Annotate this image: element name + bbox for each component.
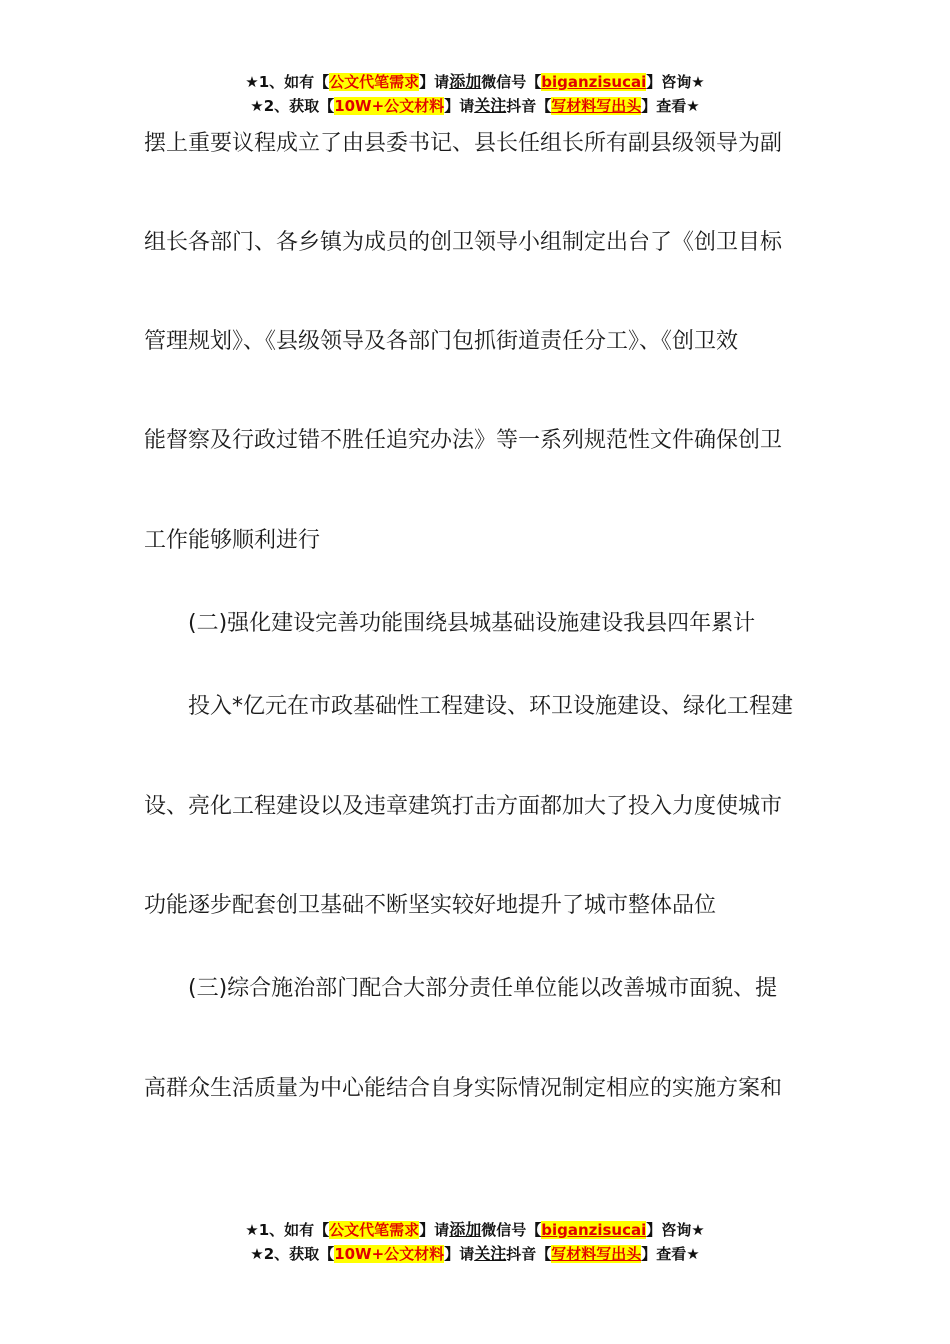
body-line: 能督察及行政过错不胜任追究办法》等一系列规范性文件确保创卫 <box>144 428 783 453</box>
banner-highlight: 公文代笔需求 <box>329 73 420 91</box>
banner-highlight: 10W+公文材料 <box>334 97 445 115</box>
footer-banner <box>0 1218 950 1266</box>
banner-highlight: 公文代笔需求 <box>329 1221 420 1239</box>
wechat-id: biganzisucai <box>541 1221 647 1239</box>
banner-line-1: ★1、如有【公文代笔需求】请添加微信号【biganzisucai】咨询★ <box>245 72 705 91</box>
wechat-id: biganzisucai <box>541 73 647 91</box>
banner-line-1: ★1、如有【公文代笔需求】请添加微信号【biganzisucai】咨询★ <box>245 1220 705 1239</box>
banner-highlight: 10W+公文材料 <box>334 1245 445 1263</box>
body-line: 设、亮化工程建设以及违章建筑打击方面都加大了投入力度使城市 <box>144 794 783 819</box>
douyin-account: 写材料写出头 <box>551 97 642 115</box>
body-line: 组长各部门、各乡镇为成员的创卫领导小组制定出台了《创卫目标 <box>144 230 783 255</box>
body-line: 功能逐步配套创卫基础不断坚实较好地提升了城市整体品位 <box>144 893 717 918</box>
body-line: 高群众生活质量为中心能结合自身实际情况制定相应的实施方案和 <box>144 1076 783 1101</box>
body-line: 投入*亿元在市政基础性工程建设、环卫设施建设、绿化工程建 <box>188 694 794 719</box>
body-line: (二)强化建设完善功能围绕县城基础设施建设我县四年累计 <box>188 611 756 636</box>
body-line: 摆上重要议程成立了由县委书记、县长任组长所有副县级领导为副 <box>144 131 783 156</box>
douyin-account: 写材料写出头 <box>551 1245 642 1263</box>
banner-line-2: ★2、获取【10W+公文材料】请关注抖音【写材料写出头】查看★ <box>250 1244 700 1263</box>
body-line: 管理规划》、《县级领导及各部门包抓街道责任分工》、《创卫效 <box>144 329 739 354</box>
banner-line-2: ★2、获取【10W+公文材料】请关注抖音【写材料写出头】查看★ <box>250 96 700 115</box>
body-line: (三)综合施治部门配合大部分责任单位能以改善城市面貌、提 <box>188 976 778 1001</box>
body-line: 工作能够顺利进行 <box>144 528 321 553</box>
